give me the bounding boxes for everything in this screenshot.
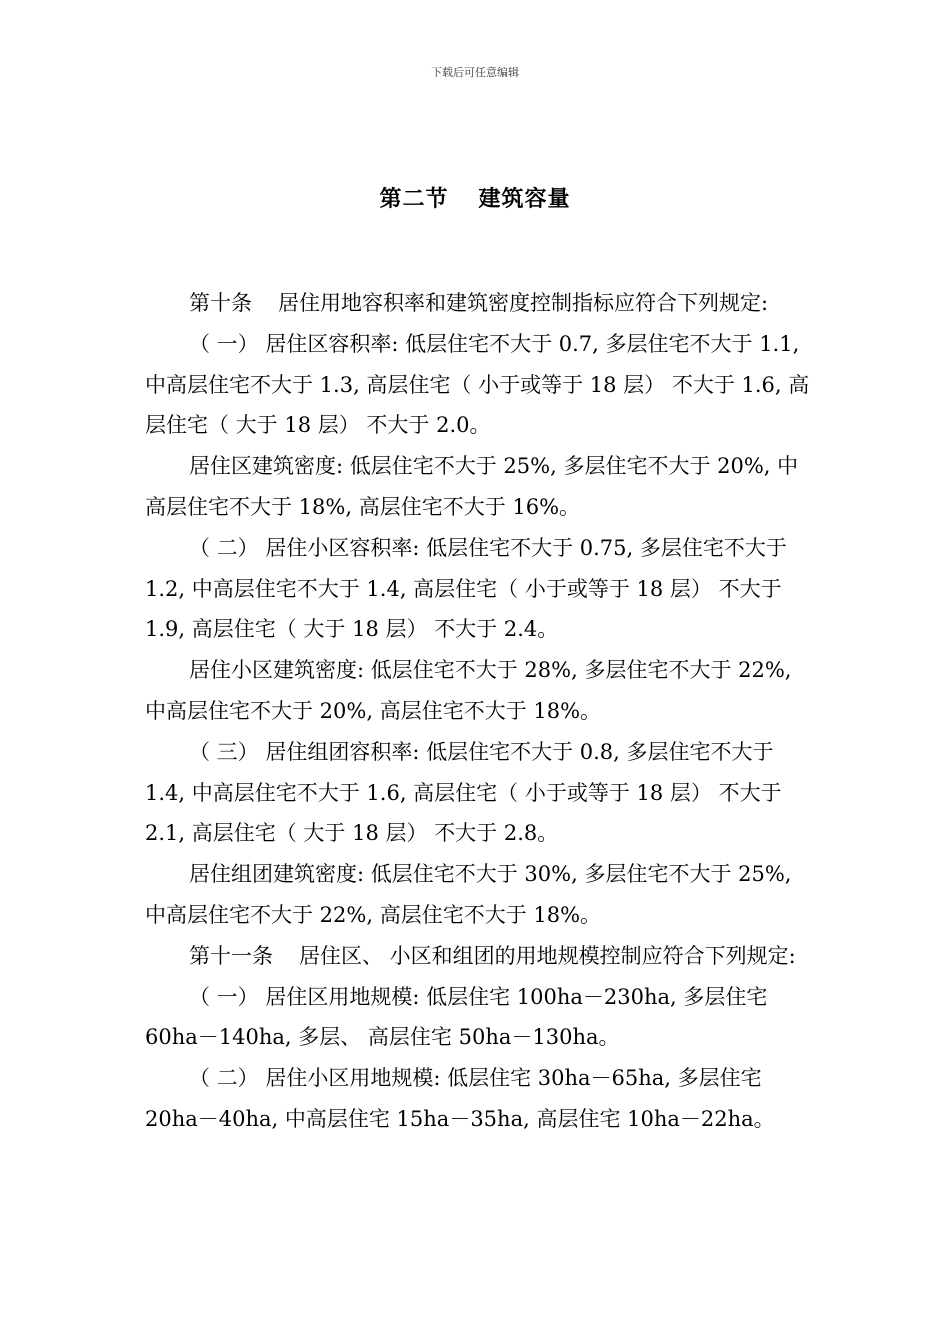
page-header-note: 下载后可任意编辑: [431, 66, 519, 79]
section-heading: [0, 185, 950, 215]
residential-quarter-density-paragraph: 居住小区建筑密度: 低层住宅不大于 28%, 多层住宅不大于 22%, 中高层住宅不大于 20%, 高层住宅不大于 18%。: [145, 658, 792, 723]
paragraph-text: 居住用地容积率和建筑密度控制指标应符合下列规定:: [278, 291, 769, 315]
section-title: 建筑容量: [478, 187, 571, 212]
article-number: 第十一条: [189, 943, 273, 968]
residential-quarter-far-paragraph: （ 二） 居住小区容积率: 低层住宅不大于 0.75, 多层住宅不大于 1.2, 中高层住宅不大于 1.4, 高层住宅（ 小于或等于 18 层） 不大于 1.9, 高层住宅（ 大于 18 层） 不大于 2.4。: [145, 535, 787, 642]
article-11-paragraph: [145, 936, 810, 977]
quarter-land-scale-paragraph: （ 二） 居住小区用地规模: 低层住宅 30ha－65ha, 多层住宅 20ha－40ha, 中高层住宅 15ha－35ha, 高层住宅 10ha－22ha。: [145, 1066, 775, 1131]
paragraph-text: 居住区、 小区和组团的用地规模控制应符合下列规定:: [299, 943, 796, 968]
residential-group-far-paragraph: （ 三） 居住组团容积率: 低层住宅不大于 0.8, 多层住宅不大于 1.4, 中高层住宅不大于 1.6, 高层住宅（ 小于或等于 18 层） 不大于 2.1, 高层住宅（ 大于 18 层） 不大于 2.8。: [145, 739, 782, 846]
article-10-paragraph: [145, 283, 810, 324]
residential-district-far-paragraph: （ 一） 居住区容积率: 低层住宅不大于 0.7, 多层住宅不大于 1.1, 中高层住宅不大于 1.3, 高层住宅（ 小于或等于 18 层） 不大于 1.6, 高层住宅（ 大于 18 层） 不大于 2.0。: [145, 331, 810, 438]
section-number: 第二节: [379, 187, 449, 212]
document-body: [145, 283, 810, 1140]
residential-group-density-paragraph: 居住组团建筑密度: 低层住宅不大于 30%, 多层住宅不大于 25%, 中高层住宅不大于 22%, 高层住宅不大于 18%。: [145, 862, 792, 927]
article-number: 第十条: [189, 291, 252, 315]
district-land-scale-paragraph: （ 一） 居住区用地规模: 低层住宅 100ha－230ha, 多层住宅 60ha－140ha, 多层、 高层住宅 50ha－130ha。: [145, 984, 768, 1050]
residential-district-density-paragraph: 居住区建筑密度: 低层住宅不大于 25%, 多层住宅不大于 20%, 中高层住宅不大于 18%, 高层住宅不大于 16%。: [145, 454, 799, 519]
